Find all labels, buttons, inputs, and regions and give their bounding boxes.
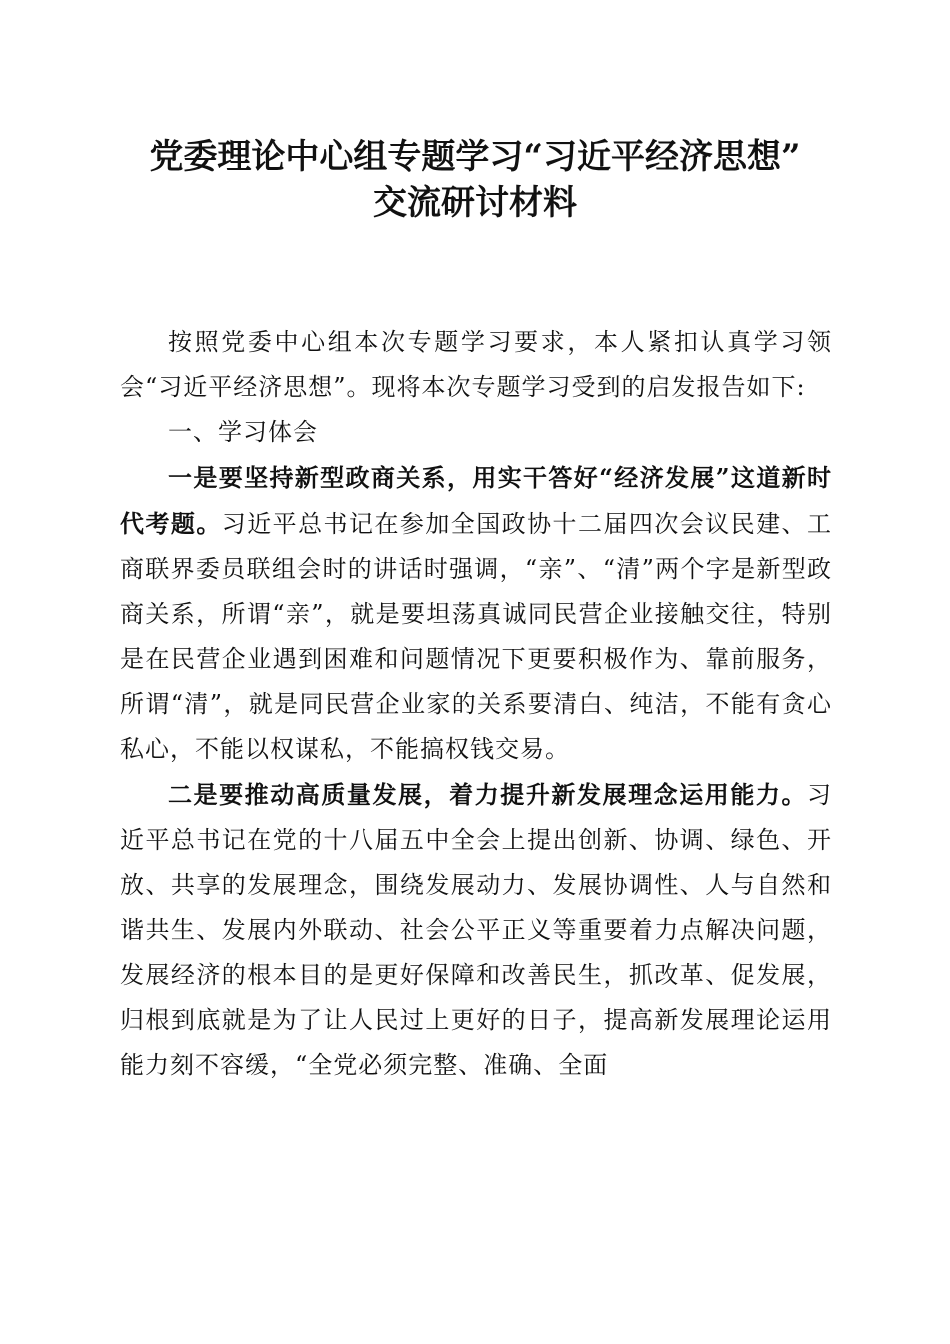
section-heading: 一、学习体会 — [168, 418, 318, 446]
point-two-text: 习近平总书记在党的十八届五中全会上提出创新、协调、绿色、开放、共享的发展理念，围绕发展动力、发展协调性、人与自然和谐共生、发展内外联动、社会公平正义等重要着力点解决问题，发展经济的根本目的是更好保障和改善民生，抓改革、促发展，归根到底就是为了让人民过上更好的日子，提高新发展理论运用能力刻不容缓，“全党必须完整、准确、全面 — [120, 781, 832, 1079]
point-two-paragraph — [120, 772, 832, 1088]
point-one-heading: 一是要坚持新型政商关系，用实干答好“经济发展”这道新时代考题。 — [120, 463, 832, 538]
intro-paragraph: 按照党委中心组本次专题学习要求，本人紧扣认真学习领会“习近平经济思想”。现将本次专题学习受到的启发报告如下: — [120, 328, 832, 401]
document-title-line2: 交流研讨材料 — [373, 183, 577, 223]
point-one-paragraph — [120, 455, 832, 772]
point-two-heading: 二是要推动高质量发展，着力提升新发展理念运用能力。 — [168, 780, 807, 809]
document-title-line1: 党委理论中心组专题学习“习近平经济思想” — [149, 137, 801, 177]
document-body — [120, 320, 832, 1088]
point-one-text: 习近平总书记在参加全国政协十二届四次会议民建、工商联界委员联组会时的讲话时强调，“亲”、“清”两个字是新型政商关系，所谓“亲”，就是要坦荡真诚同民营企业接触交往，特别是在民营企业遇到困难和问题情况下更要积极作为、靠前服务，所谓“清”，就是同民营企业家的关系要清白、纯洁，不能有贪心私心，不能以权谋私，不能搞权钱交易。 — [120, 510, 833, 763]
